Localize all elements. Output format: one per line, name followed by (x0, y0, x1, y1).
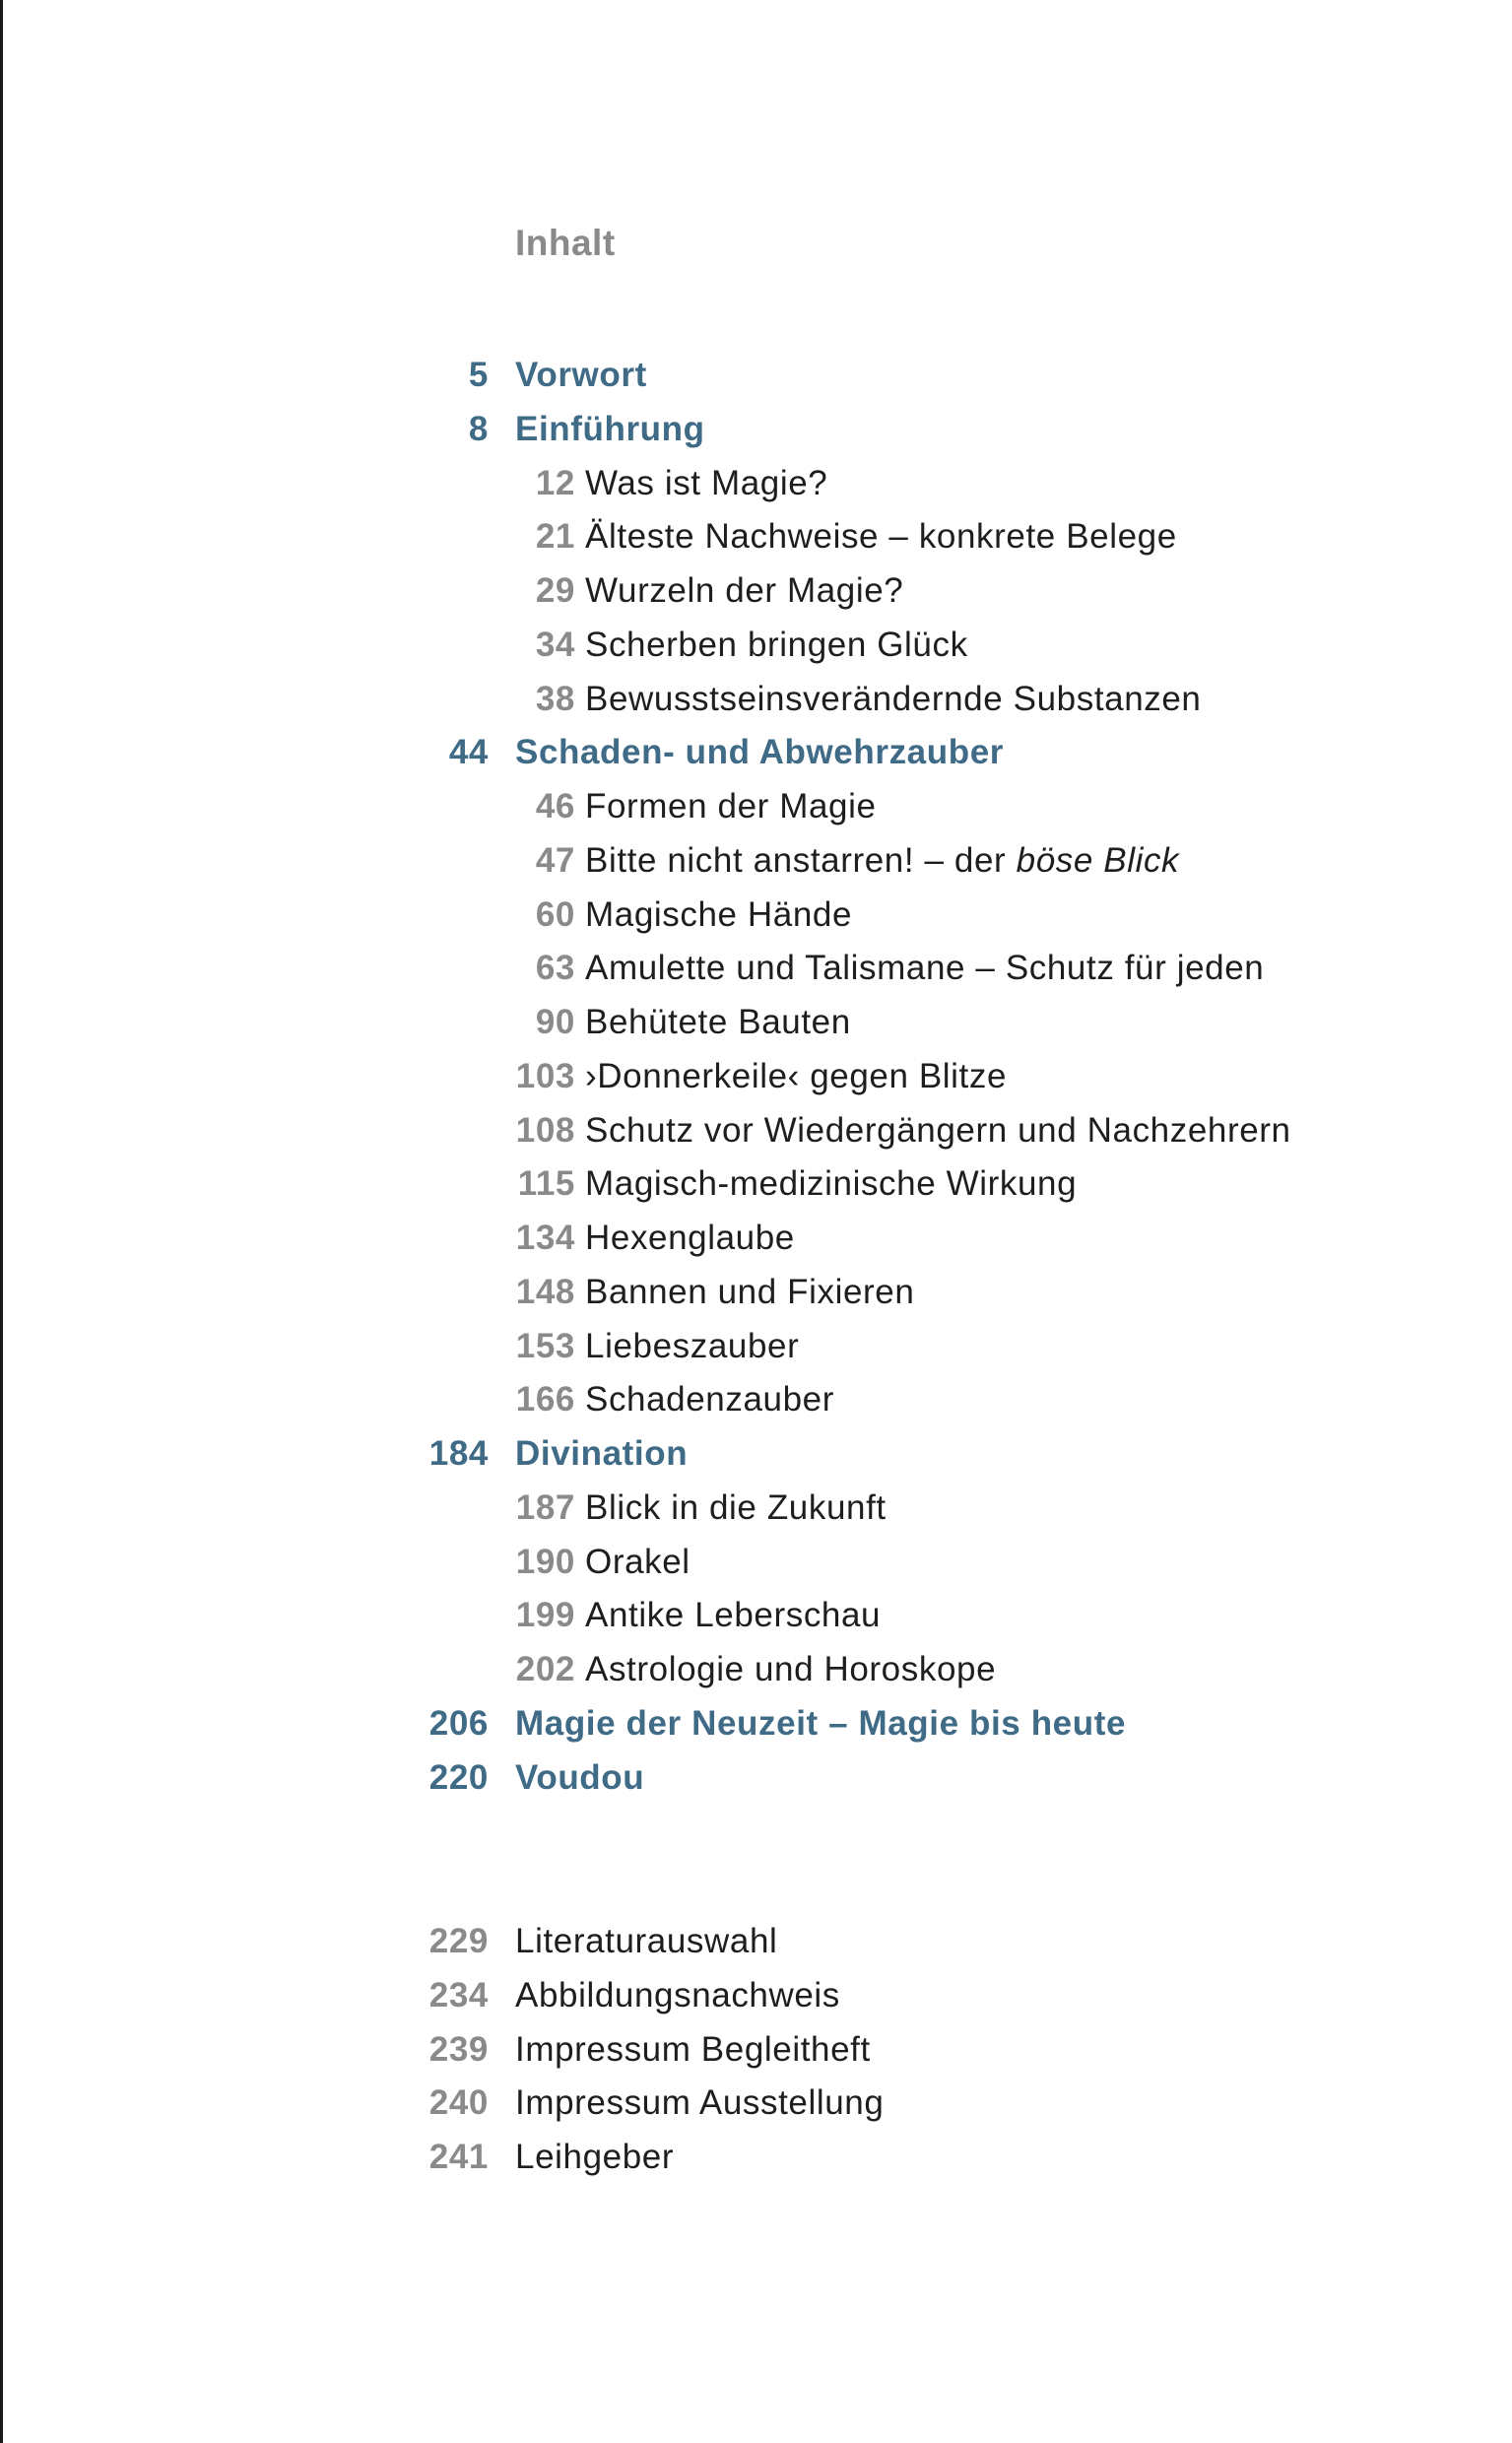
toc-entry (0, 1320, 1512, 1374)
toc-entry (0, 1915, 1512, 1969)
entry-text: Impressum Ausstellung (515, 2083, 885, 2123)
entry-text: Liebeszauber (585, 1326, 800, 1365)
page-number: 190 (515, 1542, 575, 1581)
entry-title (515, 2131, 674, 2185)
entry-title (515, 1427, 688, 1482)
entry-title (585, 619, 968, 673)
entry-title (585, 780, 877, 834)
toc-entry (0, 1373, 1512, 1427)
page-number: 134 (515, 1219, 575, 1257)
entry-text: Wurzeln der Magie? (585, 571, 904, 610)
entry-text: Schadenzauber (585, 1380, 834, 1420)
entry-text: Formen der Magie (585, 787, 877, 825)
entry-title (585, 996, 851, 1050)
entry-text: Älteste Nachweise – konkrete Belege (585, 517, 1177, 557)
page-number: 21 (535, 517, 575, 557)
entry-text: Abbildungsnachweis (515, 1975, 840, 2014)
entry-title (585, 1373, 834, 1427)
entry-text: Bewusstseinsverändernde Substanzen (585, 679, 1202, 718)
entry-text: Scherben bringen Glück (585, 625, 968, 664)
page-number: 63 (535, 949, 575, 988)
page-number: 187 (515, 1487, 575, 1527)
page-number: 46 (535, 787, 575, 825)
page-number: 199 (515, 1596, 575, 1635)
toc-entry (0, 1482, 1512, 1536)
entry-title (585, 1536, 690, 1590)
entry-title (585, 889, 852, 943)
toc-entry (0, 1589, 1512, 1643)
entry-title (585, 1050, 1007, 1104)
toc-entry (0, 1751, 1512, 1806)
entry-text: Vorwort (515, 356, 647, 394)
toc-entry (0, 619, 1512, 673)
toc-entry (0, 780, 1512, 834)
entry-title (515, 1969, 840, 2023)
entry-title (515, 726, 1004, 780)
page-number: 148 (515, 1272, 575, 1311)
page-number: 229 (428, 1922, 489, 1960)
page-number: 44 (448, 733, 489, 772)
back-matter-list (0, 1915, 1512, 2185)
toc-entry (0, 1697, 1512, 1751)
entry-text: Was ist Magie? (585, 463, 828, 502)
toc-entry (0, 1536, 1512, 1590)
toc-entry (0, 1969, 1512, 2023)
page-number: 202 (515, 1650, 575, 1688)
entry-text: Magie der Neuzeit – Magie bis heute (515, 1703, 1127, 1743)
entry-title (585, 673, 1202, 727)
entry-title (585, 834, 1179, 889)
entry-title (585, 1320, 799, 1374)
toc-entry (0, 2131, 1512, 2185)
page-number: 206 (428, 1703, 489, 1743)
entry-text: Orakel (585, 1542, 690, 1581)
page-number: 239 (428, 2029, 489, 2069)
entry-text: Behütete Bauten (585, 1003, 851, 1041)
page-number: 47 (535, 840, 575, 880)
entry-text: Schaden- und Abwehrzauber (515, 733, 1004, 772)
page-number: 108 (515, 1110, 575, 1150)
page-number: 29 (535, 571, 575, 610)
entry-text: Einführung (515, 409, 705, 448)
entry-title (515, 2077, 884, 2131)
entry-text: Hexenglaube (585, 1219, 795, 1257)
entry-title (585, 1266, 914, 1320)
toc-entry (0, 1643, 1512, 1697)
entry-text: Leihgeber (515, 2138, 675, 2176)
entry-title (515, 1915, 777, 1969)
entry-text: Voudou (515, 1757, 645, 1797)
entry-title (585, 942, 1264, 996)
entry-text: Antike Leberschau (585, 1596, 882, 1635)
page-number: 34 (535, 625, 575, 664)
page-number: 220 (428, 1757, 489, 1797)
toc-entry (0, 403, 1512, 457)
entry-text: Amulette und Talismane – Schutz für jeden (585, 949, 1265, 988)
entry-title (585, 1104, 1291, 1158)
toc-entry (0, 2023, 1512, 2078)
page-number: 5 (468, 356, 489, 394)
page-number: 103 (515, 1056, 575, 1095)
page-number: 115 (517, 1164, 575, 1204)
toc-entry (0, 942, 1512, 996)
entry-text: Literaturauswahl (515, 1922, 778, 1960)
entry-text: ›Donnerkeile‹ gegen Blitze (585, 1056, 1008, 1095)
entry-title (585, 1589, 881, 1643)
entry-text: Astrologie und Horoskope (585, 1650, 997, 1688)
page-number: 90 (535, 1003, 575, 1041)
toc-entry (0, 457, 1512, 511)
entry-title (585, 1482, 887, 1536)
entry-title (585, 510, 1177, 564)
entry-title (515, 403, 705, 457)
entry-title (585, 1157, 1077, 1212)
entry-title (515, 1751, 644, 1806)
entry-title (515, 1697, 1126, 1751)
entry-text: Divination (515, 1434, 689, 1473)
toc-entry (0, 510, 1512, 564)
entry-text: Magisch-medizinische Wirkung (585, 1164, 1078, 1204)
entry-title (585, 1212, 795, 1266)
toc-entry (0, 1427, 1512, 1482)
entry-title (515, 349, 647, 403)
toc-entry (0, 1212, 1512, 1266)
entry-text: Bitte nicht anstarren! – der (585, 840, 1017, 880)
toc-entry (0, 1104, 1512, 1158)
page-number: 234 (428, 1975, 489, 2014)
toc-entry (0, 996, 1512, 1050)
entry-text: Blick in die Zukunft (585, 1487, 887, 1527)
toc-entry (0, 673, 1512, 727)
toc-entry (0, 1050, 1512, 1104)
entry-title (585, 457, 827, 511)
entry-title (515, 2023, 871, 2078)
entry-text-italic: böse Blick (1016, 840, 1180, 880)
page-number: 38 (535, 679, 575, 718)
page-number: 153 (515, 1326, 575, 1365)
toc-entry (0, 1266, 1512, 1320)
toc-list (0, 349, 1512, 1805)
page-number: 12 (535, 463, 575, 502)
entry-title (585, 564, 903, 619)
page-number: 241 (428, 2138, 489, 2176)
entry-text: Bannen und Fixieren (585, 1272, 915, 1311)
toc-entry (0, 889, 1512, 943)
entry-title (585, 1643, 996, 1697)
toc-entry (0, 726, 1512, 780)
toc-entry (0, 564, 1512, 619)
page-number: 8 (468, 409, 489, 448)
page-number: 240 (428, 2083, 489, 2123)
page-number: 166 (515, 1380, 575, 1420)
entry-text: Schutz vor Wiedergängern und Nachzehrern (585, 1110, 1291, 1150)
page-number: 60 (535, 894, 575, 934)
toc-entry (0, 349, 1512, 403)
entry-text: Impressum Begleitheft (515, 2029, 871, 2069)
toc-entry (0, 2077, 1512, 2131)
toc-entry (0, 834, 1512, 889)
page-number: 184 (428, 1434, 489, 1473)
toc-title: Inhalt (515, 223, 616, 263)
toc-entry (0, 1157, 1512, 1212)
entry-text: Magische Hände (585, 894, 853, 934)
